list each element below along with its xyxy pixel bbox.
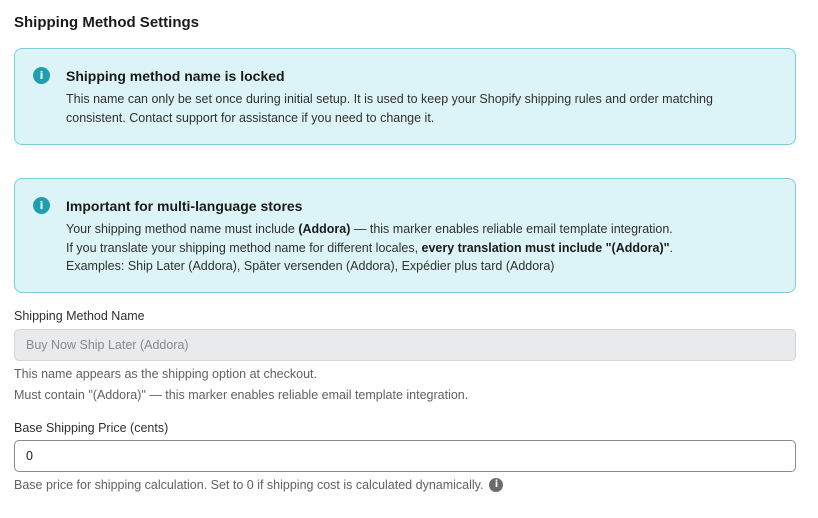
banner-body	[66, 220, 765, 276]
banner-body	[66, 90, 765, 127]
addora-marker-text: (Addora)	[298, 222, 351, 236]
banner-text: Your shipping method name must include	[66, 222, 299, 236]
banner-line-1	[66, 220, 765, 239]
banner-line-3: Examples: Ship Later (Addora), Später versenden (Addora), Expédier plus tard (Addora)	[66, 259, 555, 273]
base-shipping-price-label: Base Shipping Price (cents)	[14, 421, 169, 435]
banner-line-2	[66, 239, 765, 258]
shipping-method-name-help: This name appears as the shipping option at checkout.	[14, 367, 317, 381]
shipping-method-name-input	[14, 329, 796, 361]
banner-text: This name can only be set once during initial setup. It is used to keep your Shopify shipping rules and order matching consistent. Contact support for assistance if you need to change it.	[66, 92, 713, 125]
multi-language-banner	[14, 178, 796, 293]
banner-title: Shipping method name is locked	[66, 68, 285, 84]
shipping-method-name-label: Shipping Method Name	[14, 309, 145, 323]
base-shipping-price-help: Base price for shipping calculation. Set to 0 if shipping cost is calculated dynamically.	[14, 478, 484, 492]
info-icon[interactable]: i	[489, 478, 503, 492]
translation-rule-text: every translation must include "(Addora)"	[421, 240, 670, 255]
locked-name-banner	[14, 48, 796, 145]
base-shipping-price-input[interactable]	[14, 440, 796, 472]
banner-text: — this marker enables reliable email template integration.	[350, 222, 673, 236]
banner-title: Important for multi-language stores	[66, 198, 303, 214]
page-title: Shipping Method Settings	[14, 14, 199, 31]
info-icon: i	[33, 197, 50, 214]
shipping-method-name-requirement: Must contain "(Addora)" — this marker enables reliable email template integration.	[14, 388, 469, 402]
base-shipping-price-help-row	[14, 477, 503, 493]
banner-text: .	[669, 240, 674, 255]
banner-text: If you translate your shipping method name for different locales,	[66, 240, 422, 255]
info-icon: i	[33, 67, 50, 84]
